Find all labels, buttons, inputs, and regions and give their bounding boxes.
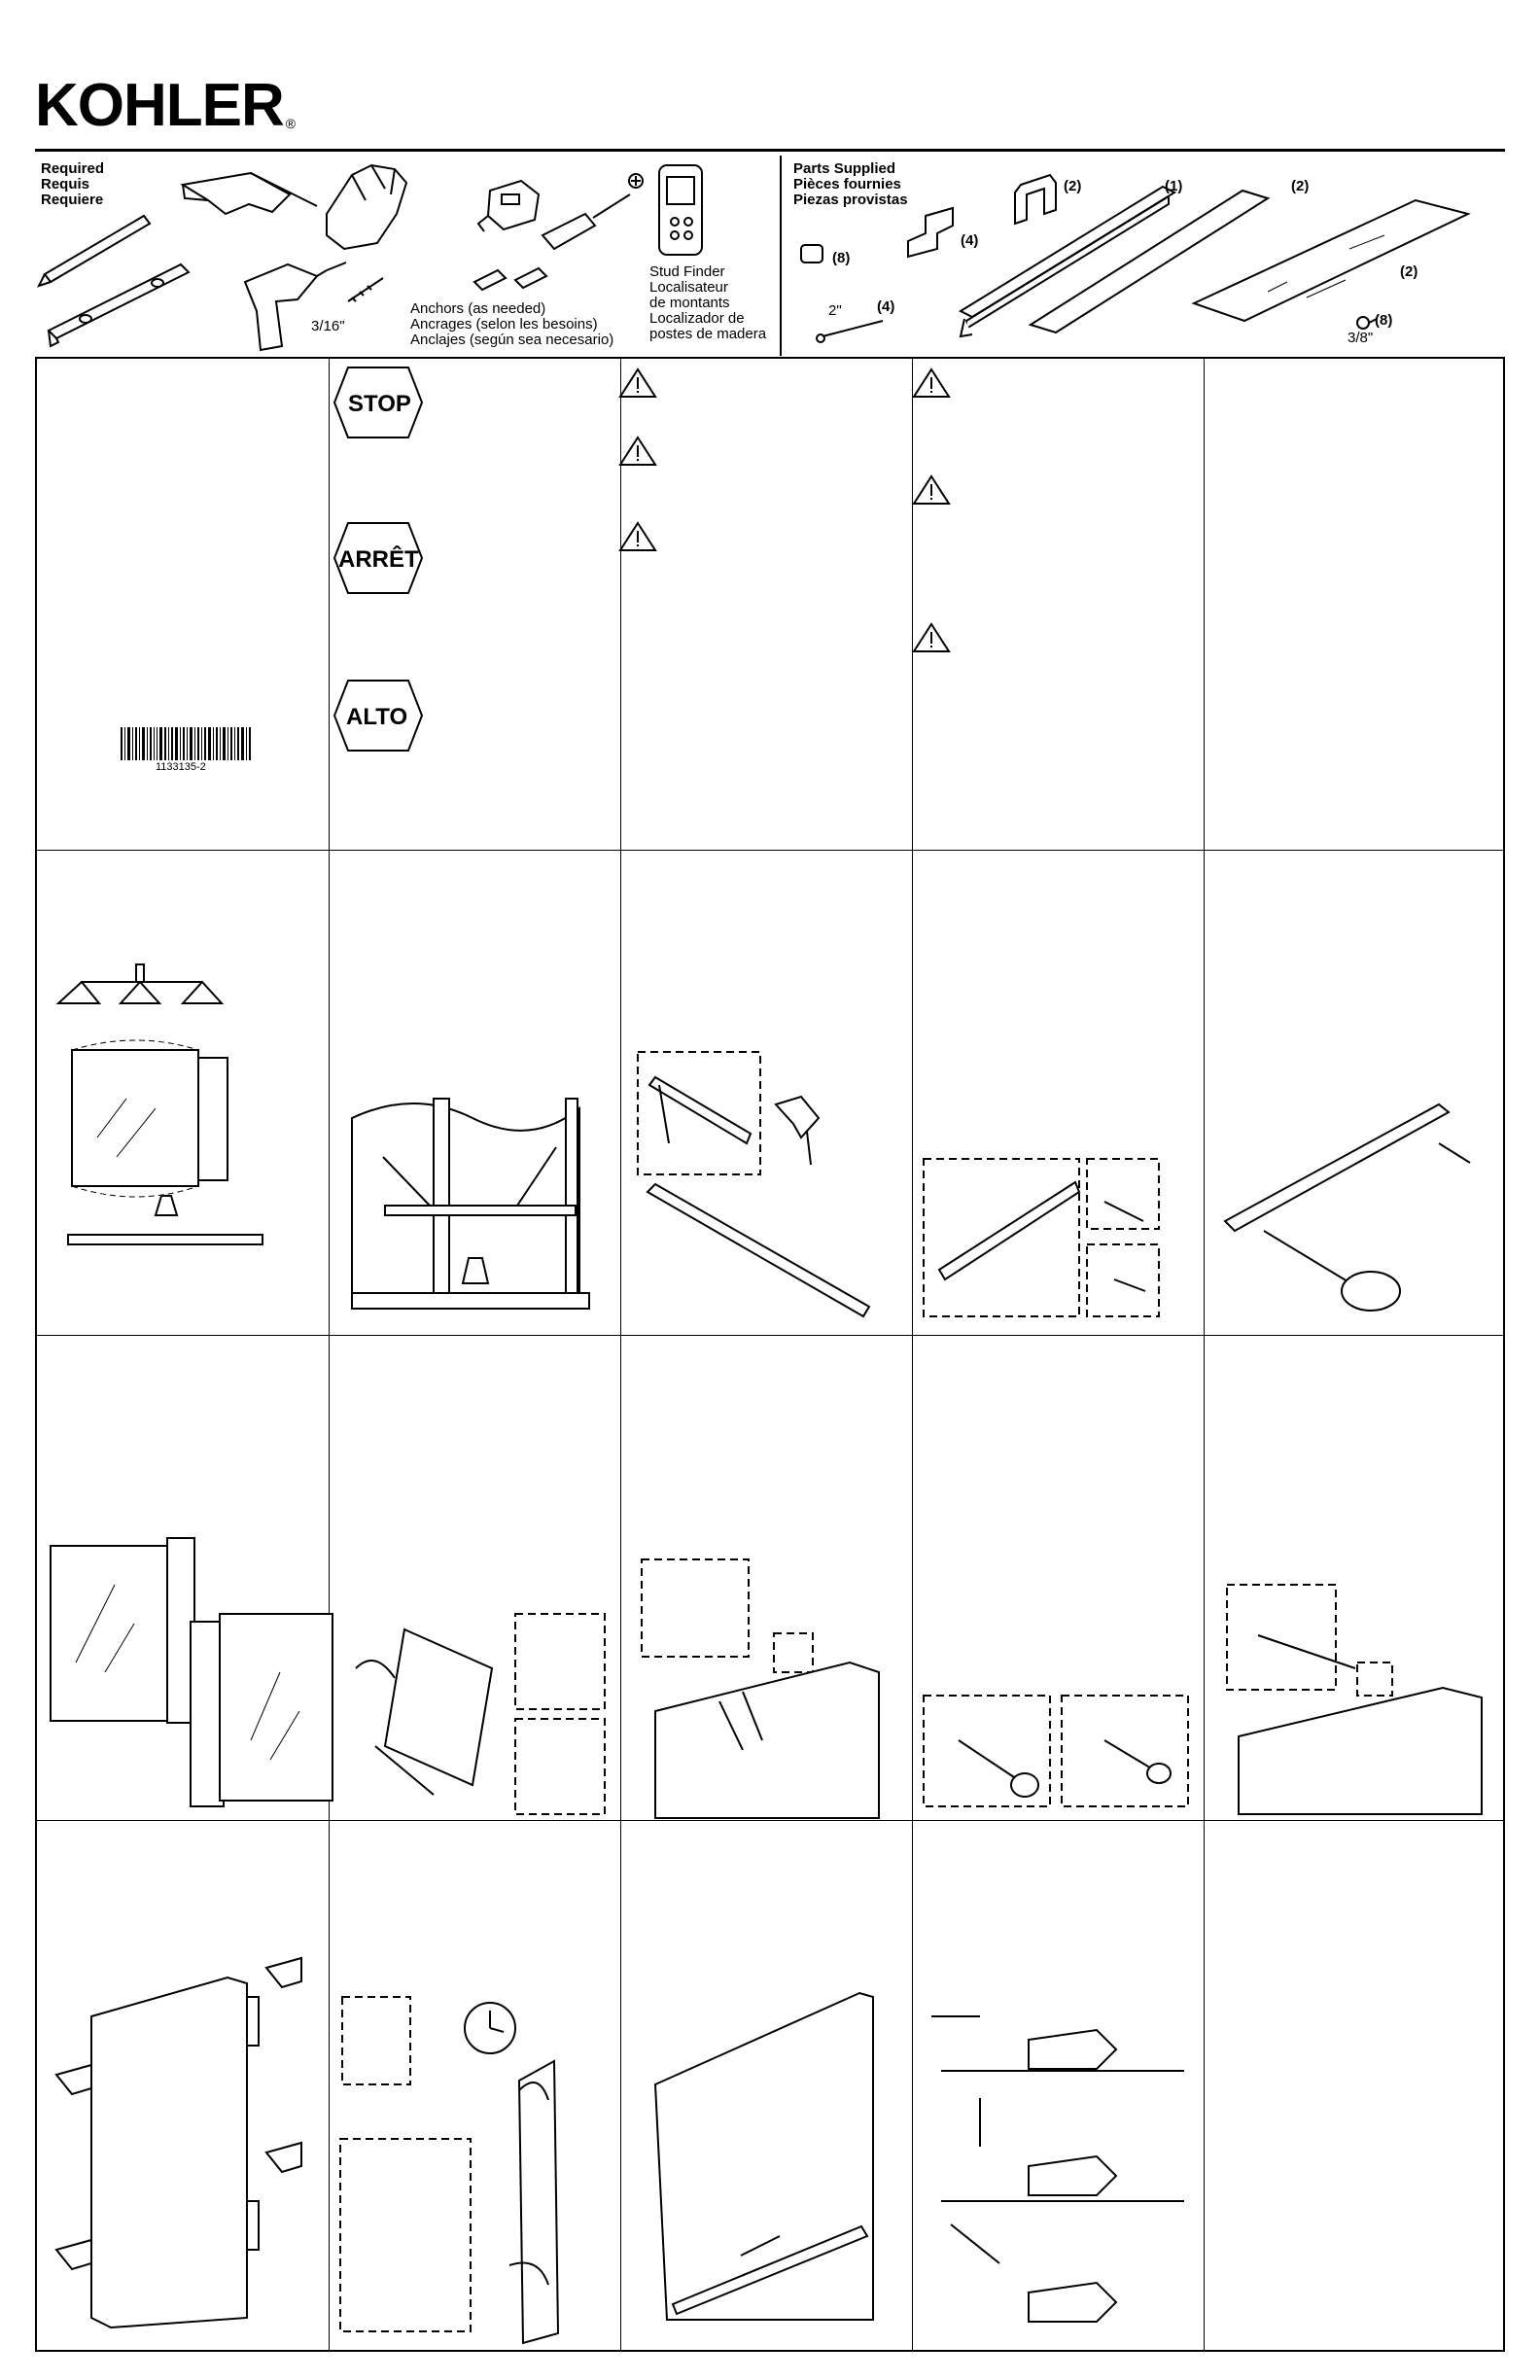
shelf-qty: (2) xyxy=(1291,178,1310,194)
door-adjust-illustration xyxy=(334,1993,607,2343)
small-screw-qty: (8) xyxy=(1375,312,1393,329)
stop-label: STOP xyxy=(348,391,411,417)
screw-rail-illustration xyxy=(1215,1085,1497,1318)
small-screw-icon xyxy=(1357,317,1377,329)
placement-illustration xyxy=(39,953,321,1332)
bracket-icon xyxy=(1015,175,1056,224)
gloves-icon xyxy=(327,165,406,249)
bumper-qty: (8) xyxy=(832,250,851,266)
clip-icon xyxy=(908,208,953,257)
stud-finder-icon xyxy=(659,165,702,255)
pencil-icon xyxy=(39,216,150,286)
tape-measure-icon xyxy=(478,181,539,231)
cabinet-hang-illustration xyxy=(636,1556,918,1818)
screwdriver-icon xyxy=(542,174,643,249)
supplied-heading: Parts Supplied Pièces fournies Piezas provistas xyxy=(793,160,908,208)
supplied-parts-illustration xyxy=(782,156,1505,356)
barcode xyxy=(121,727,253,766)
drill-bit-size: 3/16" xyxy=(311,318,345,334)
cabinet-orientation-illustration xyxy=(47,1526,290,1818)
warning-icons-col3 xyxy=(620,369,659,564)
bracket-qty: (2) xyxy=(1064,178,1082,194)
rail-qty: (1) xyxy=(1165,178,1183,194)
cabinet-insert-illustration xyxy=(336,1610,609,1824)
screw-length: 2" xyxy=(828,302,842,319)
level-icon xyxy=(49,264,189,346)
stud-location-illustration xyxy=(336,1079,589,1322)
anchor-icon xyxy=(474,268,546,290)
shelf-install-illustration xyxy=(644,1983,887,2333)
screw-qty: (4) xyxy=(877,298,895,315)
arret-label: ARRÊT xyxy=(338,546,419,573)
barcode-number: 1133135-2 xyxy=(156,761,206,773)
hinge-adjust-illustration xyxy=(922,1952,1184,2341)
safety-glasses-icon xyxy=(183,173,317,214)
clip-qty: (4) xyxy=(961,232,979,249)
header-rule xyxy=(35,149,1505,152)
drill-rail-illustration xyxy=(630,1046,873,1328)
warning-icons-col4 xyxy=(914,369,953,661)
cabinet-secure-illustration xyxy=(1219,1581,1501,1814)
bumper-icon xyxy=(801,245,822,262)
clip-mount-illustration xyxy=(52,1958,315,2337)
anchor-step-illustration xyxy=(920,1153,1163,1328)
small-screw-length: 3/8" xyxy=(1348,330,1374,346)
anchor-install-illustration xyxy=(920,1692,1202,1818)
screw-icon xyxy=(817,321,883,342)
drill-bit-icon xyxy=(348,278,383,301)
drill-icon xyxy=(245,262,346,350)
glass-shelf-qty: (2) xyxy=(1400,263,1418,280)
alto-label: ALTO xyxy=(346,704,408,730)
stud-finder-label: Stud Finder Localisateur de montants Localizador de postes de madera xyxy=(649,263,767,342)
required-heading: Required Requis Requiere xyxy=(41,160,105,208)
anchors-label: Anchors (as needed) Ancrages (selon les besoins) Anclajes (según sea necesario) xyxy=(410,300,614,348)
kohler-logo: KOHLER ® xyxy=(35,72,296,139)
